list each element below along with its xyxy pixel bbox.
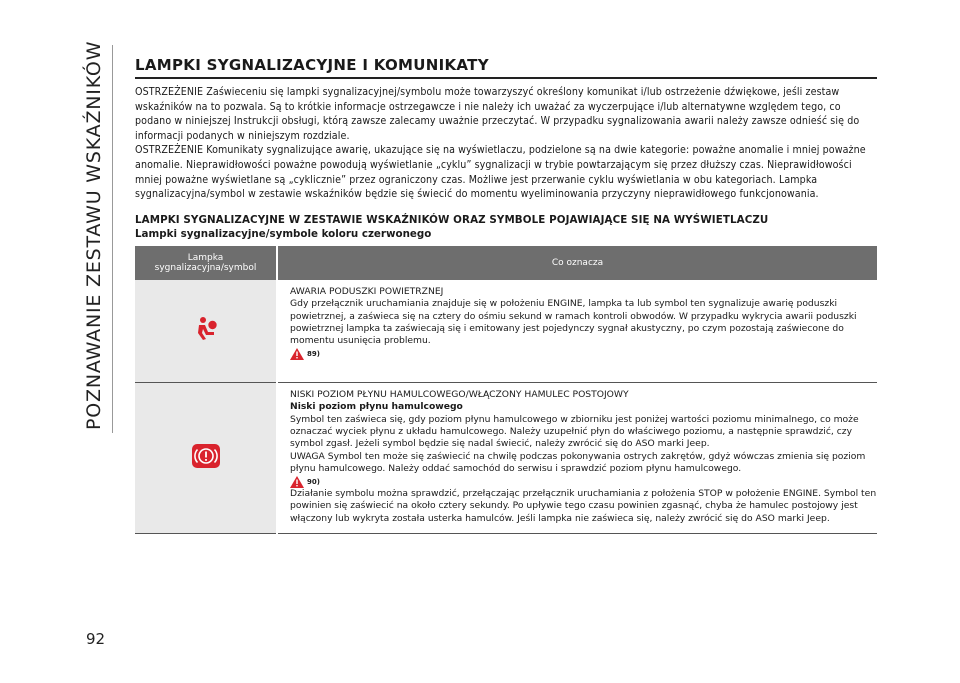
page-number: 92	[86, 630, 106, 648]
table-row	[135, 280, 877, 383]
icon-cell	[135, 382, 277, 533]
warning-reference	[290, 476, 877, 488]
chapter-title: POZNAWANIE ZESTAWU WSKAŹNIKÓW	[83, 40, 105, 430]
table-row	[135, 382, 877, 533]
row-text-check: Działanie symbolu można sprawdzić, przełączając przełącznik uruchamiania z położenia STOP w położenie ENGINE. Symbol ten powinien się zaświecić na około cztery sekundy. Po upływie tego czasu powinien zgasnąć, chyba że hamulec postojowy jest włączony lub wykryta została usterka hamulców. Jeśli lampka nie zaświeca się, należy zwrócić się do ASO marki Jeep.	[290, 488, 877, 524]
intro-paragraph-2: OSTRZEŻENIE Komunikaty sygnalizujące awarię, ukazujące się na wyświetlaczu, podzielone są na dwie kategorie: poważne anomalie i mniej poważne anomalie. Nieprawidłowości poważne powodują wyświetlanie „cyklu” sygnalizacji w trybie powtarzającym się przez dłuższy czas. Nieprawidłowości mniej poważne wyświetlane są „cyklicznie” przez ograniczony czas. Możliwe jest przerwanie cyklu wyświetlania w obu kategoriach. Lampka sygnalizacyjna/symbol w zestawie wskaźników będzie się świecić do momentu wyeliminowania przyczyny nieprawidłowego funkcjonowania.	[135, 144, 866, 201]
column-header-symbol: Lampka sygnalizacyjna/symbol	[135, 246, 277, 280]
description-cell	[277, 382, 877, 533]
brake-warning-icon	[192, 444, 220, 468]
warning-ref-number: 90)	[307, 477, 320, 486]
warning-triangle-icon	[290, 348, 304, 360]
icon-cell	[135, 280, 277, 383]
warning-reference	[290, 348, 877, 360]
main-content	[135, 56, 877, 534]
warning-lights-table	[135, 246, 877, 534]
side-divider	[112, 45, 113, 433]
row-title: NISKI POZIOM PŁYNU HAMULCOWEGO/WŁĄCZONY HAMULEC POSTOJOWY	[290, 388, 629, 400]
intro-paragraph-1: OSTRZEŻENIE Zaświeceniu się lampki sygnalizacyjnej/symbolu może towarzyszyć określony komunikat i/lub ostrzeżenie dźwiękowe, jeśli zestaw wskaźników na to pozwala. Są to krótkie informacje ostrzegawcze i nie należy ich uważać za wyczerpujące i/lub alternatywne względem tego, co podano w niniejszej Instrukcji obsługi, którą zawsze zalecamy uważnie przeczytać. W przypadku sygnalizowania awarii należy zawsze odnieść się do informacji podanych w niniejszym rozdziale.	[135, 86, 860, 142]
table-header-row	[135, 246, 877, 280]
description-cell	[277, 280, 877, 383]
row-subtitle: Niski poziom płynu hamulcowego	[290, 401, 463, 413]
page-heading: LAMPKI SYGNALIZACYJNE I KOMUNIKATY	[135, 56, 877, 79]
section-title: LAMPKI SYGNALIZACYJNE W ZESTAWIE WSKAŹNIKÓW ORAZ SYMBOLE POJAWIAJĄCE SIĘ NA WYŚWIETLACZU	[135, 213, 769, 226]
airbag-warning-icon	[193, 316, 219, 342]
section-subtitle: Lampki sygnalizacyjne/symbole koloru czerwonego	[135, 227, 432, 240]
warning-triangle-icon	[290, 476, 304, 488]
row-text: Symbol ten zaświeca się, gdy poziom płynu hamulcowego w zbiorniku jest poniżej wartości poziomu minimalnego, co może oznaczać wyciek płynu z układu hamulcowego. Należy uzupełnić płyn do właściwego poziomu, a następnie sprawdzić, czy symbol zgasł. Jeżeli symbol będzie się nadal świecić, należy zwrócić się do ASO marki Jeep.	[290, 413, 859, 450]
column-header-meaning: Co oznacza	[277, 246, 877, 280]
warning-ref-number: 89)	[307, 349, 320, 358]
row-title: AWARIA PODUSZKI POWIETRZNEJ	[290, 285, 444, 297]
row-note: UWAGA Symbol ten może się zaświecić na chwilę podczas pokonywania ostrych zakrętów, gdyż wówczas zmienia się poziom płynu hamulcowego. Należy oddać samochód do serwisu i sprawdzić poziom płynu hamulcowego.	[290, 450, 866, 475]
row-text: Gdy przełącznik uruchamiania znajduje się w położeniu ENGINE, lampka ta lub symbol ten sygnalizuje awarię poduszki powietrznej, a zaświeca się na cztery do ośmiu sekund w ramach kontroli obwodów. W przypadku wykrycia awarii poduszki powietrznej lampka ta zaświecają się i emitowany jest pojedynczy sygnał akustyczny, po czym pozostają zaświecone do momentu usunięcia problemu.	[290, 298, 857, 347]
